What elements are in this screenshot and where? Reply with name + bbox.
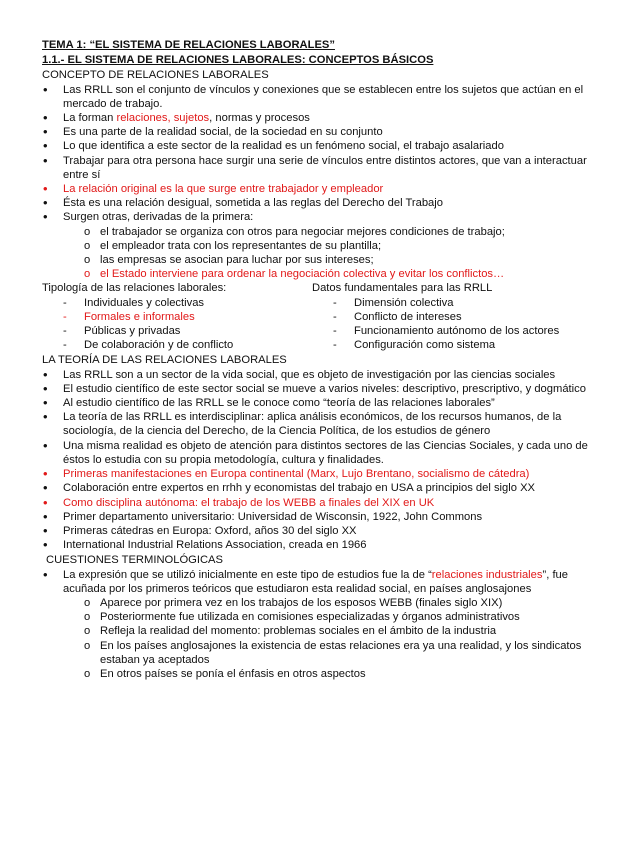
sub-item: o el empleador trata con los representantes de su plantilla; <box>84 239 603 253</box>
sub-item: o Posteriormente fue utilizada en comisiones especializadas y órganos administrativos <box>84 610 603 624</box>
cuestiones-list <box>42 568 603 682</box>
dash-item: - De colaboración y de conflicto <box>63 338 312 352</box>
two-columns <box>42 281 603 352</box>
sub-item: o las empresas se asocian para luchar por sus intereses; <box>84 253 603 267</box>
list-item: • Lo que identifica a este sector de la realidad es un fenómeno social, el trabajo asalariado <box>42 139 603 153</box>
dash-item-highlight: - Formales e informales <box>63 310 312 324</box>
list-item: • El estudio científico de este sector social se mueve a varios niveles: descriptivo, prescriptivo, y dogmático <box>42 382 603 396</box>
list-item: • Las RRLL son a un sector de la vida social, que es objeto de investigación por las ciencias sociales <box>42 368 603 382</box>
list-item: • Es una parte de la realidad social, de la sociedad en su conjunto <box>42 125 603 139</box>
datos-column <box>312 281 592 352</box>
list-item: • Trabajar para otra persona hace surgir una serie de vínculos entre distintos actores, que van a interactuar entre sí <box>42 154 603 182</box>
list-item: • Una misma realidad es objeto de atención para distintos sectores de las Ciencias Sociales, y cada uno de éstos lo estudia con su propia metodología, cultura y finalidades. <box>42 439 603 467</box>
sub-list <box>84 225 603 282</box>
sub-item: o Aparece por primera vez en los trabajos de los esposos WEBB (finales siglo XIX) <box>84 596 603 610</box>
sub-list <box>84 596 603 681</box>
list-item: • Ésta es una relación desigual, sometida a las reglas del Derecho del Trabajo <box>42 196 603 210</box>
sub-item-highlight: o el Estado interviene para ordenar la negociación colectiva y evitar los conflictos… <box>84 267 603 281</box>
sub-item: o En los países anglosajones la existencia de estas relaciones era ya una realidad, y los sindicatos estaban ya aceptados <box>84 639 603 667</box>
list-item: • Al estudio científico de las RRLL se le conoce como “teoría de las relaciones laborales” <box>42 396 603 410</box>
list-item: • Primeras cátedras en Europa: Oxford, años 30 del siglo XX <box>42 524 603 538</box>
list-item: • Primer departamento universitario: Universidad de Wisconsin, 1922, John Commons <box>42 510 603 524</box>
dash-item: - Individuales y colectivas <box>63 296 312 310</box>
list-item: • La expresión que se utilizó inicialmente en este tipo de estudios fue la de “relaciones industriales”, fue acuñada por los primeros teóricos que estudiaron esta realidad social, en países anglosajones o Aparece por primera vez en los trabajos de los esposos WEBB (finales siglo XIX) o Posteriormente fue utilizada en comisiones especializadas y órganos administrativos o Refleja la realidad del momento: problemas sociales en el ámbito de la industria o En los países anglosajones la existencia de estas relaciones era ya una realidad, y los sindicatos estaban ya aceptados o En otros países se ponía el énfasis en otros aspectos <box>42 568 603 682</box>
list-item-highlight: • Primeras manifestaciones en Europa continental (Marx, Lujo Brentano, socialismo de cátedra) <box>42 467 603 481</box>
highlight-text: relaciones, sujetos <box>116 112 210 125</box>
highlight-text: relaciones industriales <box>431 568 543 581</box>
tipologia-heading: Tipología de las relaciones laborales: <box>42 282 227 295</box>
list-item: • La forman relaciones, sujetos, normas y procesos <box>42 111 603 125</box>
list-item: • La teoría de las RRLL es interdisciplinar: aplica análisis económicos, de los recursos humanos, de la sociología, de la ciencia del Derecho, de la Ciencia Política, de los estudios de género <box>42 410 603 438</box>
sub-item: o el trabajador se organiza con otros para negociar mejores condiciones de trabajo; <box>84 225 603 239</box>
list-item: • Surgen otras, derivadas de la primera: o el trabajador se organiza con otros para negociar mejores condiciones de trabajo; o el empleador trata con los representantes de su plantilla; o las empresas se asocian para luchar por sus intereses; o el Estado interviene para ordenar la negociación colectiva y evitar los conflictos… <box>42 210 603 281</box>
teoria-heading: LA TEORÍA DE LAS RELACIONES LABORALES <box>42 354 287 367</box>
dash-item: - Conflicto de intereses <box>333 310 592 324</box>
doc-title: TEMA 1: “EL SISTEMA DE RELACIONES LABORALES” <box>42 39 335 51</box>
datos-heading: Datos fundamentales para las RRLL <box>312 282 493 295</box>
section-title: 1.1.- EL SISTEMA DE RELACIONES LABORALES: CONCEPTOS BÁSICOS <box>42 54 434 67</box>
list-item-highlight: • Como disciplina autónoma: el trabajo de los WEBB a finales del XIX en UK <box>42 496 603 510</box>
tipologia-column <box>42 281 312 352</box>
dash-item: - Configuración como sistema <box>333 338 592 352</box>
dash-item: - Dimensión colectiva <box>333 296 592 310</box>
list-item: • Las RRLL son el conjunto de vínculos y conexiones que se establecen entre los sujetos que actúan en el mercado de trabajo. <box>42 83 603 111</box>
sub-item: o En otros países se ponía el énfasis en otros aspectos <box>84 667 603 681</box>
dash-item: - Funcionamiento autónomo de los actores <box>333 324 592 338</box>
dash-item: - Públicas y privadas <box>63 324 312 338</box>
cuestiones-heading: CUESTIONES TERMINOLÓGICAS <box>46 554 223 567</box>
concepto-heading: CONCEPTO DE RELACIONES LABORALES <box>42 69 269 82</box>
list-item: • Colaboración entre expertos en rrhh y economistas del trabajo en USA a principios del siglo XX <box>42 481 603 495</box>
teoria-list <box>42 368 603 553</box>
sub-item: o Refleja la realidad del momento: problemas sociales en el ámbito de la industria <box>84 624 603 638</box>
list-item: • International Industrial Relations Association, creada en 1966 <box>42 538 603 552</box>
list-item-highlight: • La relación original es la que surge entre trabajador y empleador <box>42 182 603 196</box>
concepto-list <box>42 83 603 282</box>
